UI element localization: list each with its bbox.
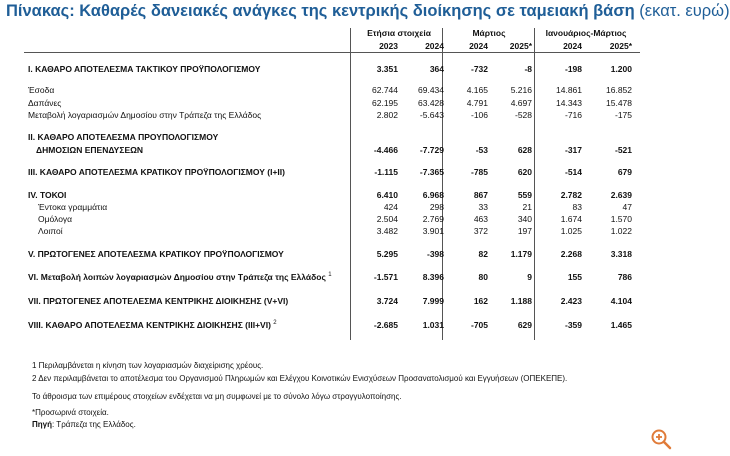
header-annual: Ετήσια στοιχεία (367, 28, 431, 38)
table-cell: -317 (564, 145, 582, 155)
table-cell: 1.570 (610, 214, 632, 224)
table-cell: -732 (470, 64, 488, 74)
table-cell: -53 (475, 145, 488, 155)
table-cell: 2.639 (610, 190, 632, 200)
row-label: Λοιποί (38, 226, 63, 236)
table-cell: 620 (517, 167, 532, 177)
table-cell: 3.482 (376, 226, 398, 236)
table-cell: 2.268 (560, 249, 582, 259)
table-cell: -4.466 (373, 145, 398, 155)
column-divider (442, 28, 443, 340)
table-cell: -521 (614, 145, 632, 155)
table-cell: 16.852 (606, 85, 632, 95)
table-cell: 5.216 (510, 85, 532, 95)
table-cell: 1.022 (610, 226, 632, 236)
footnote-1: 1 Περιλαμβάνεται η κίνηση των λογαριασμών διαχείρισης χρέους. (32, 361, 264, 370)
table-cell: 69.434 (418, 85, 444, 95)
table-cell: 1.188 (510, 296, 532, 306)
row-label (28, 320, 277, 330)
table-cell: 21 (522, 202, 532, 212)
title-unit: (εκατ. ευρώ) (639, 2, 730, 20)
table-cell: 6.410 (376, 190, 398, 200)
table-cell: 82 (478, 249, 488, 259)
row-label: Έντοκα γραμμάτια (38, 202, 108, 212)
table-cell: 47 (622, 202, 632, 212)
table-cell: 1.465 (610, 320, 632, 330)
footnote-marker: 2 (273, 320, 277, 327)
table-cell: 6.968 (422, 190, 444, 200)
footnote-2: 2 Δεν περιλαμβάνεται το αποτέλεσμα του Οργανισμού Πληρωμών και Ελέγχου Κοινοτικών Ενισχύσεων Προσανατολισμού και Εγγυήσεων (ΟΠΕΚΕΠΕ). (32, 374, 568, 383)
zoom-in-icon[interactable] (650, 428, 672, 450)
table-cell: 3.724 (376, 296, 398, 306)
table-cell: 1.200 (610, 64, 632, 74)
table-cell: 867 (473, 190, 488, 200)
header-march: Μάρτιος (472, 28, 506, 38)
table-cell: -106 (470, 110, 488, 120)
table-cell: 83 (572, 202, 582, 212)
table-cell: 9 (527, 272, 532, 282)
table-cell: 14.343 (556, 98, 582, 108)
table-cell: 372 (473, 226, 488, 236)
table-cell: 5.295 (376, 249, 398, 259)
row-label (28, 272, 332, 282)
table-cell: 62.744 (372, 85, 398, 95)
row-label-text: VI. Μεταβολή λοιπών λογαριασμών Δημοσίου στην Τράπεζα της Ελλάδος (28, 272, 326, 282)
row-label-text: VIII. ΚΑΘΑΡΟ ΑΠΟΤΕΛΕΣΜΑ ΚΕΝΤΡΙΚΗΣ ΔΙΟΙΚΗΣΗΣ (III+VI) (28, 320, 271, 330)
table-cell: 2.782 (560, 190, 582, 200)
table-cell: -7.729 (419, 145, 444, 155)
table-cell: 424 (383, 202, 398, 212)
table-cell: 2.423 (560, 296, 582, 306)
table-cell: 3.351 (376, 64, 398, 74)
table-cell: -528 (514, 110, 532, 120)
table-cell: -5.643 (419, 110, 444, 120)
row-label: Έσοδα (28, 85, 55, 95)
table-cell: 7.999 (422, 296, 444, 306)
table-cell: 33 (478, 202, 488, 212)
table-cell: 2.802 (376, 110, 398, 120)
header-year: 2024 (469, 41, 488, 51)
title-main: Πίνακας: Καθαρές δανειακές ανάγκες της κεντρικής διοίκησης σε ταμειακή βάση (6, 2, 635, 20)
row-label: V. ΠΡΩΤΟΓΕΝΕΣ ΑΠΟΤΕΛΕΣΜΑ ΚΡΑΤΙΚΟΥ ΠΡΟΫΠΟΛΟΓΙΣΜΟΥ (28, 249, 284, 259)
source-label: Πηγή (32, 420, 52, 429)
header-year: 2025* (509, 41, 532, 51)
table-cell: -1.115 (374, 167, 398, 177)
table-cell: 8.396 (422, 272, 444, 282)
table-cell: -7.365 (419, 167, 444, 177)
header-year: 2023 (379, 41, 398, 51)
table-cell: 1.025 (560, 226, 582, 236)
table-cell: -716 (564, 110, 582, 120)
row-label: II. ΚΑΘΑΡΟ ΑΠΟΤΕΛΕΣΜΑ ΠΡΟΥΠΟΛΟΓΙΣΜΟΥ (28, 132, 219, 142)
table-cell: 463 (473, 214, 488, 224)
header-jan-march: Ιανουάριος-Μάρτιος (545, 28, 627, 38)
table-cell: 62.195 (372, 98, 398, 108)
row-label: IV. ΤΟΚΟΙ (28, 190, 67, 200)
table-cell: 197 (517, 226, 532, 236)
data-table (24, 28, 640, 340)
page-title (6, 2, 730, 21)
table-cell: 14.861 (556, 85, 582, 95)
table-cell: 1.031 (422, 320, 444, 330)
table-cell: -8 (524, 64, 532, 74)
row-label: Ομόλογα (38, 214, 73, 224)
table-cell: 4.165 (466, 85, 488, 95)
table-cell: 1.674 (560, 214, 582, 224)
table-cell: 679 (617, 167, 632, 177)
table-cell: -175 (614, 110, 632, 120)
table-cell: -198 (564, 64, 582, 74)
row-label: Δαπάνες (28, 98, 62, 108)
table-cell: 4.697 (510, 98, 532, 108)
table-cell: 559 (517, 190, 532, 200)
table-cell: 155 (567, 272, 582, 282)
column-divider (350, 28, 351, 340)
row-label: Μεταβολή λογαριασμών Δημοσίου στην Τράπεζα της Ελλάδος (28, 110, 262, 120)
table-cell: 629 (517, 320, 532, 330)
column-divider (534, 28, 535, 340)
table-cell: -1.571 (373, 272, 398, 282)
header-divider (24, 52, 640, 53)
table-cell: 1.179 (510, 249, 532, 259)
table-cell: 2.504 (376, 214, 398, 224)
table-cell: -398 (426, 249, 444, 259)
table-cell: 3.318 (610, 249, 632, 259)
row-label-continued: ΔΗΜΟΣΙΩΝ ΕΠΕΝΔΥΣΕΩΝ (36, 145, 144, 155)
table-cell: 2.769 (422, 214, 444, 224)
header-year: 2025* (609, 41, 632, 51)
source-value: : Τράπεζα της Ελλάδος. (52, 420, 136, 429)
header-year: 2024 (563, 41, 582, 51)
table-cell: 4.104 (610, 296, 632, 306)
table-cell: 3.901 (422, 226, 444, 236)
rounding-note: Το άθροισμα των επιμέρους στοιχείων ενδέχεται να μη συμφωνεί με το σύνολο λόγω στρογγυλοποίησης. (32, 392, 402, 401)
table-cell: -705 (470, 320, 488, 330)
table-cell: -785 (470, 167, 488, 177)
table-cell: -514 (564, 167, 582, 177)
table-cell: -359 (564, 320, 582, 330)
table-cell: 340 (517, 214, 532, 224)
table-cell: 298 (429, 202, 444, 212)
table-cell: 364 (429, 64, 444, 74)
table-cell: 4.791 (466, 98, 488, 108)
table-cell: -2.685 (373, 320, 398, 330)
header-year: 2024 (425, 41, 444, 51)
table-cell: 80 (478, 272, 488, 282)
provisional-note: *Προσωρινά στοιχεία. (32, 408, 109, 417)
row-label: III. ΚΑΘΑΡΟ ΑΠΟΤΕΛΕΣΜΑ ΚΡΑΤΙΚΟΥ ΠΡΟΫΠΟΛΟΓΙΣΜΟΥ (I+II) (28, 167, 285, 177)
table-cell: 628 (517, 145, 532, 155)
row-label: I. ΚΑΘΑΡΟ ΑΠΟΤΕΛΕΣΜΑ ΤΑΚΤΙΚΟΥ ΠΡΟΫΠΟΛΟΓΙΣΜΟΥ (28, 64, 261, 74)
source-note (32, 420, 136, 429)
footnote-marker: 1 (328, 272, 332, 279)
table-cell: 63.428 (418, 98, 444, 108)
table-cell: 15.478 (606, 98, 632, 108)
table-cell: 786 (617, 272, 632, 282)
row-label: VII. ΠΡΩΤΟΓΕΝΕΣ ΑΠΟΤΕΛΕΣΜΑ ΚΕΝΤΡΙΚΗΣ ΔΙΟΙΚΗΣΗΣ (V+VI) (28, 296, 289, 306)
table-cell: 162 (473, 296, 488, 306)
